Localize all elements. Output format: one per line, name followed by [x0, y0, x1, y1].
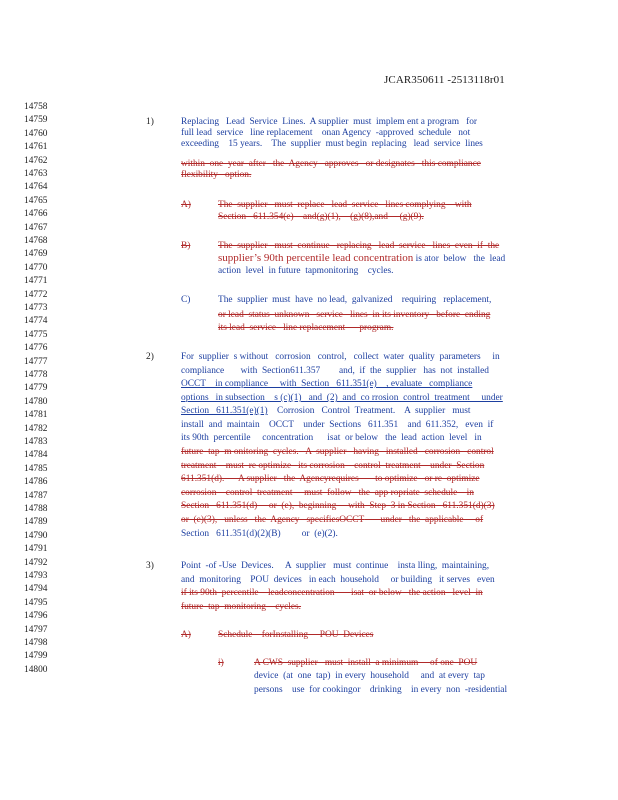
item-2-line-5: Section 611.351(e)(1) Corrosion Control Treatment. A supplier must [181, 406, 471, 416]
document-header: JCAR350611 -2513118r01 [384, 74, 505, 86]
subitem-a-label: A) [181, 200, 191, 210]
line-number: 14775 [24, 329, 48, 340]
line-number: 14786 [24, 477, 48, 488]
subitem-3a-i-line-3: persons use for cookingor drinking in every non -residential [254, 685, 508, 695]
item-2-line-12: Section 611.351(d) or (e), beginning with Step 3 in Section 611.351(d)(3) [181, 501, 495, 511]
subitem-c-line-3: its lead service line replacement program. [218, 323, 394, 333]
line-number: 14760 [24, 128, 48, 139]
line-number: 14764 [24, 182, 48, 193]
subitem-3a-i-line-2: device (at one tap) in every household and at every tap [254, 671, 485, 681]
item-2-line-13: or (e)(3), unless the Agency specifiesOCCT under the applicable of [181, 515, 484, 525]
line-number: 14799 [24, 651, 48, 662]
line-number: 14793 [24, 571, 48, 581]
item-2-line-14: Section 611.351(d)(2)(B) or (e)(2). [181, 529, 338, 539]
item-3-line-4: future tap monitoring cycles. [181, 602, 302, 612]
line-number: 14777 [24, 356, 48, 367]
line-number: 14783 [24, 437, 48, 447]
line-number: 14769 [24, 249, 48, 260]
line-number: 14796 [24, 611, 48, 622]
item-3-line-3: if its 90th percentile leadconcentration isat or below the action level in [181, 588, 483, 598]
item-2-line-4: options in subsection s (c)(1) and (2) and co rrosion control treatment under [181, 393, 503, 403]
line-number: 14773 [24, 303, 48, 313]
line-number: 14794 [24, 584, 48, 595]
subitem-b-line-1: The supplier must continue replacing lead service lines even if the [218, 241, 500, 251]
item-1-line-2: full lead service line replacement onan Agency -approved schedule not [181, 128, 471, 138]
item-2-line-10: 611.351(d). A supplier the Agencyrequires to optimize or re optimize [181, 474, 480, 484]
subitem-c-line-2: or lead status unknown service lines in its inventory before ending [218, 310, 491, 320]
subitem-b-line-3: action level in future tapmonitoring cycles. [218, 266, 394, 276]
item-1-line-4: within one year after the Agency approves or designates this compliance [181, 159, 481, 169]
subitem-b-line-2: supplier’s 90th percentile lead concentration is ator below the lead [218, 252, 506, 264]
line-number: 14797 [24, 624, 48, 635]
item-3-line-2: and monitoring POU devices in each household or building it serves even [181, 575, 495, 585]
line-number: 14792 [24, 557, 48, 568]
subitem-a-line-1: The supplier must replace lead service lines complying with [218, 200, 472, 210]
item-2-line-3: OCCT in compliance with Section 611.351(e) , evaluate compliance [181, 379, 473, 389]
line-number: 14759 [24, 115, 48, 126]
subitem-c-label: C) [181, 295, 191, 305]
item-1-line-5: flexibility option. [181, 170, 252, 180]
line-number: 14768 [24, 236, 48, 246]
line-number: 14761 [24, 142, 48, 153]
item-1-line-3: exceeding 15 years. The supplier must begin replacing lead service lines [181, 139, 483, 149]
line-number: 14766 [24, 209, 48, 220]
item-2-line-6: install and maintain OCCT under Sections 611.351 and 611.352, even if [181, 420, 494, 430]
item-3-number: 3) [146, 561, 154, 571]
item-3-line-1: Point -of -Use Devices. A supplier must continue insta lling, maintaining, [181, 561, 490, 571]
item-1-line-1: Replacing Lead Service Lines. A supplier must implem ent a program for [181, 117, 478, 127]
subitem-3a-i-label: i) [218, 658, 224, 668]
item-2-line-1: For supplier s without corrosion control, collect water quality parameters in [181, 352, 500, 362]
line-number: 14765 [24, 195, 48, 206]
line-number: 14762 [24, 155, 48, 166]
subitem-3a-heading: Schedule forInstalling POU Devices [218, 630, 374, 640]
item-2-line-11: corrosion control treatment must follow the app ropriate schedule in [181, 488, 474, 498]
line-number: 14767 [24, 222, 48, 233]
line-number: 14771 [24, 276, 48, 287]
subitem-a-line-2: Section 611.354(e) and(g)(1), (g)(8),and (g)(9). [218, 212, 424, 222]
item-2-line-7: its 90th percentile concentration isat or below the lead action level in [181, 433, 482, 443]
line-number: 14788 [24, 504, 48, 514]
item-2-line-8: future tap m onitoring cycles. A supplier having installed corrosion control [181, 447, 494, 457]
line-number: 14787 [24, 490, 48, 501]
line-number: 14772 [24, 289, 48, 300]
line-number: 14785 [24, 463, 48, 474]
item-2-line-2: compliance with Section611.357 and, if the supplier has not installed [181, 366, 489, 376]
line-number: 14790 [24, 530, 48, 541]
line-number: 14782 [24, 423, 48, 434]
line-number: 14778 [24, 370, 48, 380]
subitem-c-line-1: The supplier must have no lead, galvanized requiring replacement, [218, 295, 492, 305]
line-number: 14795 [24, 597, 48, 608]
subitem-b-label: B) [181, 241, 191, 251]
line-number: 14791 [24, 544, 48, 555]
line-number: 14784 [24, 450, 48, 461]
line-number: 14798 [24, 638, 48, 648]
line-number: 14779 [24, 383, 48, 394]
line-number: 14763 [24, 169, 48, 179]
line-number: 14770 [24, 262, 48, 273]
item-2-number: 2) [146, 352, 154, 362]
item-2-line-9: treatment must re optimize its corrosion control treatment under Section [181, 461, 485, 471]
line-number: 14781 [24, 410, 48, 421]
line-number: 14800 [24, 664, 48, 675]
line-number: 14780 [24, 396, 48, 407]
line-number: 14774 [24, 316, 48, 327]
line-number: 14776 [24, 343, 48, 354]
line-number: 14789 [24, 517, 48, 528]
line-number: 14758 [24, 102, 48, 112]
subitem-3a-label: A) [181, 630, 191, 640]
item-1-number: 1) [146, 117, 154, 127]
subitem-3a-i-line-1: A CWS supplier must install a minimum of one POU [254, 658, 478, 668]
